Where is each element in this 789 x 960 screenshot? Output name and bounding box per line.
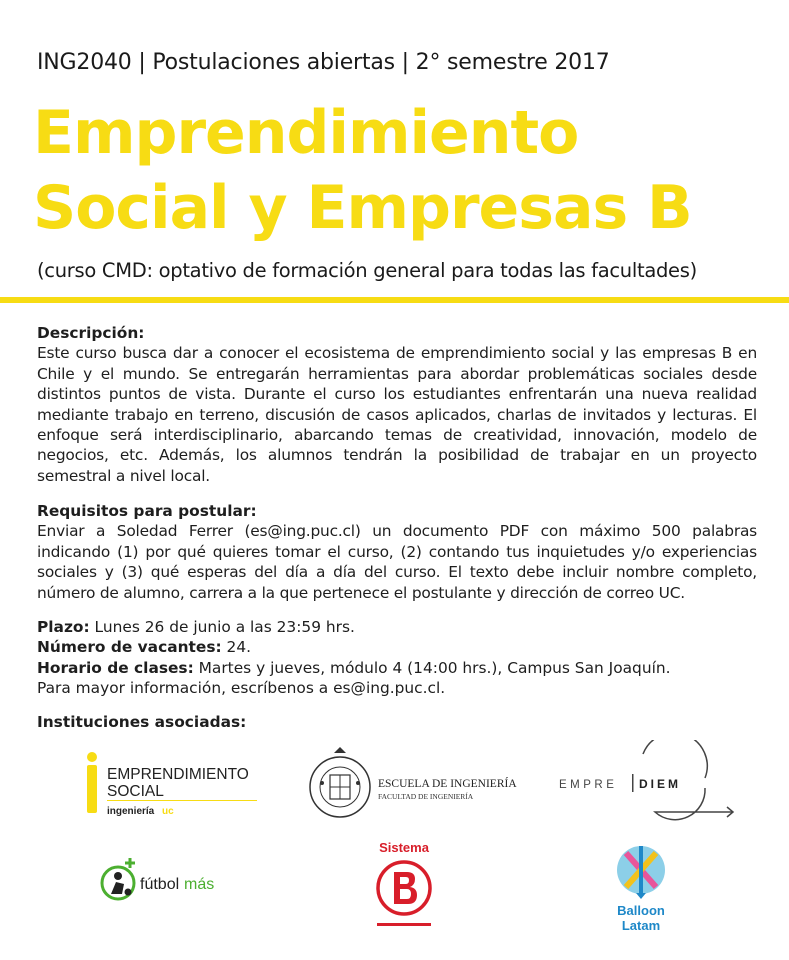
mas-text: más: [184, 876, 215, 893]
requirements-text: Enviar a Soledad Ferrer (es@ing.puc.cl) un documento PDF con máximo 500 palabras indicando (1) por qué quieres tomar el curso, (2) contando tus inquietudes y/o experiencias sociales y (3) qué esperas del día a día del curso. El texto debe incluir nombre completo, número de alumno, carrera a la que pertenece el postulante y dirección de correo UC.: [37, 522, 757, 602]
social-text: SOCIAL: [107, 783, 164, 800]
yellow-divider: [0, 297, 789, 303]
empre-text: EMPRE: [559, 779, 618, 791]
balloon-text: Balloon: [617, 903, 665, 918]
balloon-icon: [617, 846, 665, 899]
deadline-value: Lunes 26 de junio a las 23:59 hrs.: [89, 618, 355, 636]
balloon-latam-logo: [606, 843, 676, 933]
sistema-text: Sistema: [379, 840, 429, 855]
vacancies-label: Número de vacantes:: [37, 638, 222, 657]
schedule-row: [37, 658, 757, 678]
requirements-heading: Requisitos para postular:: [37, 502, 257, 520]
vacancies-value: 24.: [221, 638, 252, 657]
subtitle: (curso CMD: optativo de formación general para todas las facultades): [37, 259, 697, 282]
vacancies-row: [37, 637, 757, 657]
uc-text: uc: [162, 806, 174, 817]
details-section: [37, 617, 757, 699]
diem-text: DIEM: [639, 777, 681, 791]
title-line-1: Emprendimiento: [33, 98, 579, 168]
futbolmas-logo: [98, 856, 238, 906]
institutions-heading: Instituciones asociadas:: [37, 713, 247, 731]
description-text: Este curso busca dar a conocer el ecosistema de emprendimiento social y las empresas B en Chile y el mundo. Se entregarán herramientas para abordar problemáticas sociales desde distintos puntos de vista. Durante el curso los estudiantes enfrentarán una nueva realidad mediante trabajo en terreno, discusión de casos aplicados, charlas de invitados y lecturas. El enfoque será interdisciplinario, abarcando temas de creatividad, innovación, modelo de negocios, etc. Además, los alumnos tendrán la posibilidad de trabajar en un proyecto semestral a nivel local.: [37, 344, 757, 485]
more-info-link[interactable]: Para mayor información, escríbenos a es@ing.puc.cl.: [37, 679, 446, 698]
facultad-text: FACULTAD DE INGENIERÍA: [378, 792, 474, 801]
escuela-text: ESCUELA DE INGENIERÍA: [378, 778, 517, 790]
emprendimiento-text: EMPRENDIMIENTO: [107, 766, 249, 783]
latam-text: Latam: [621, 918, 661, 933]
sistema-b-logo: [369, 838, 439, 930]
b-mark-icon: [394, 872, 417, 904]
course-line: ING2040 | Postulaciones abiertas | 2° semestre 2017: [37, 50, 610, 75]
soccer-kid-icon: [102, 858, 135, 899]
futbol-text: fútbol: [140, 876, 180, 893]
emprendimiento-social-logo: [85, 752, 265, 818]
university-seal-icon: [310, 747, 370, 817]
deadline-row: [37, 617, 757, 637]
schedule-value: Martes y jueves, módulo 4 (14:00 hrs.), Campus San Joaquín.: [193, 658, 671, 677]
requirements-section: [37, 501, 757, 603]
escuela-ingenieria-logo: [306, 745, 521, 825]
ingenieria-text: ingeniería: [107, 806, 155, 817]
title-line-2: Social y Empresas B: [33, 173, 692, 243]
deadline-label: Plazo:: [37, 618, 90, 636]
description-section: [37, 323, 757, 486]
schedule-label: Horario de clases:: [37, 658, 194, 677]
description-heading: Descripción:: [37, 324, 145, 342]
emprediem-logo: [555, 740, 740, 828]
